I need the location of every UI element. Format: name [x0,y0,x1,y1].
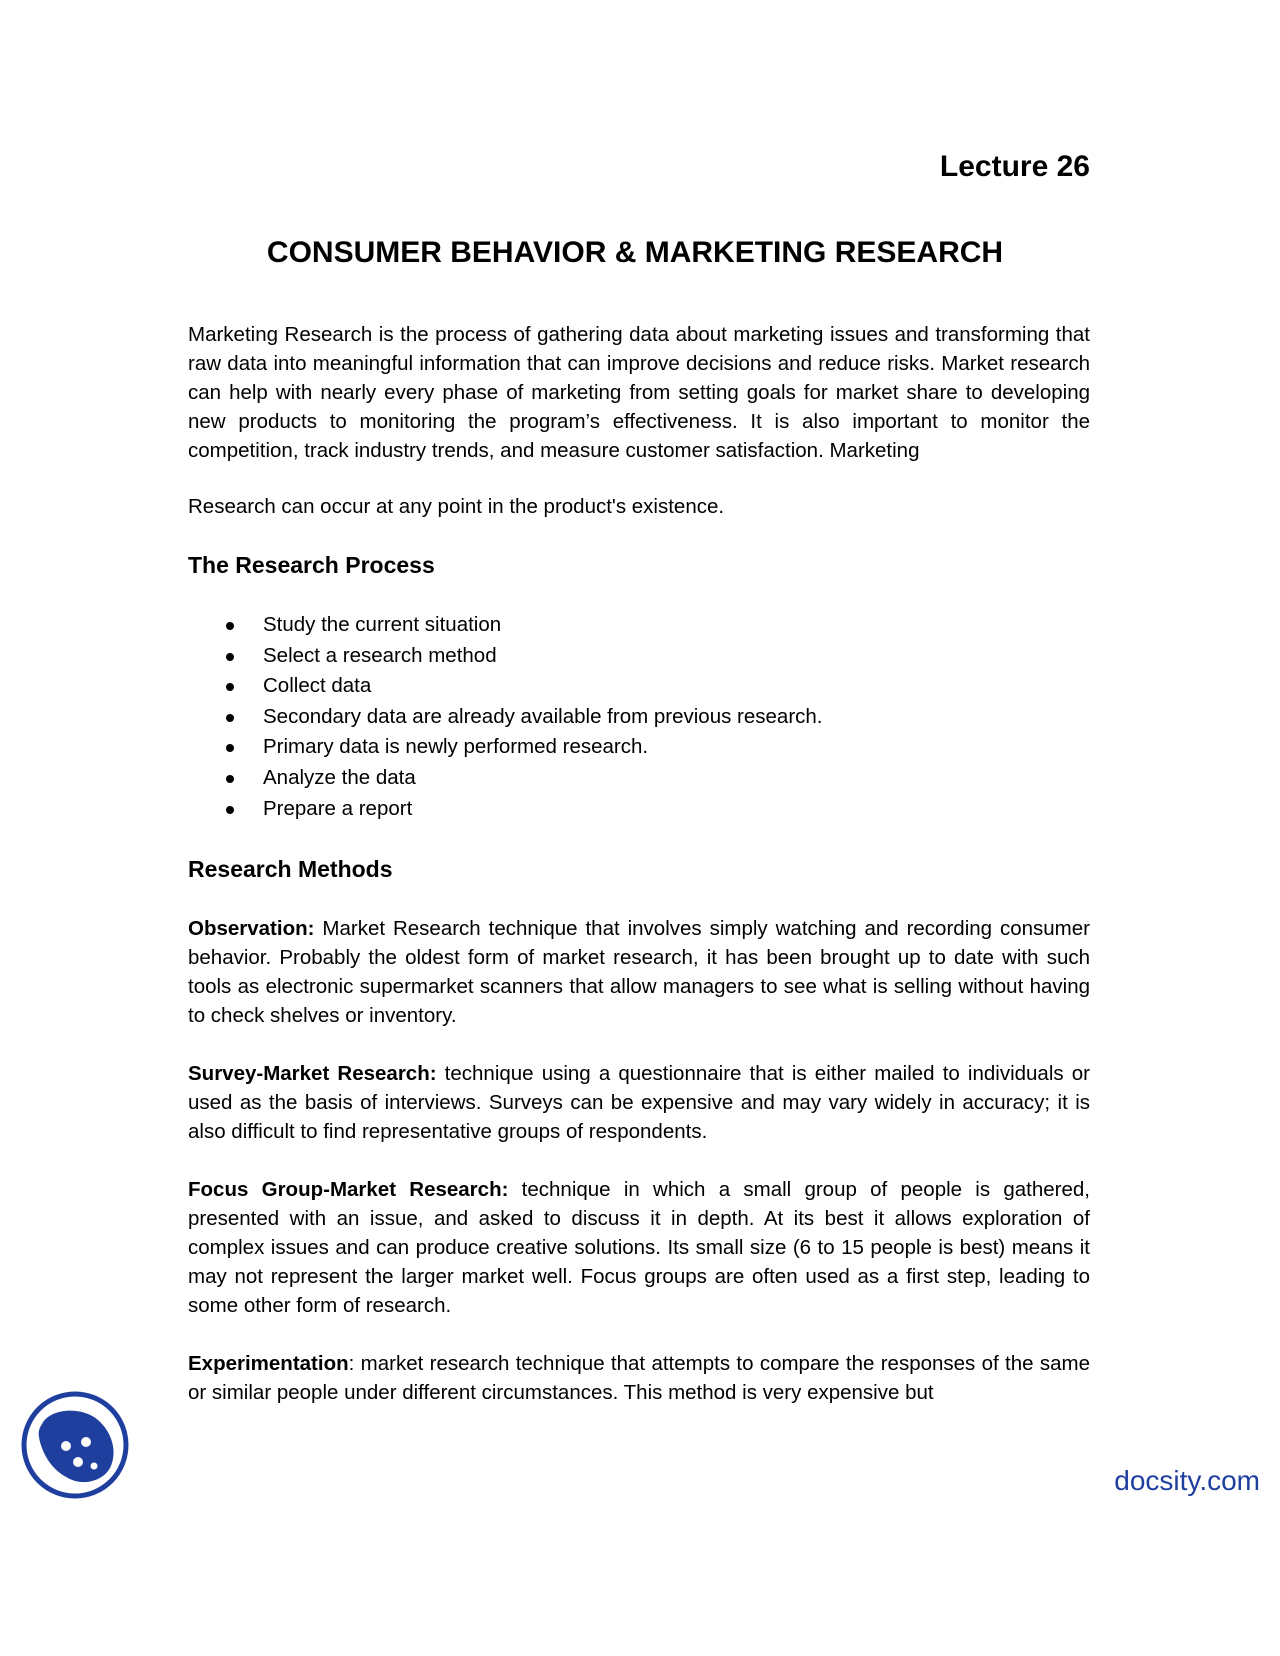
intro-paragraph: Marketing Research is the process of gathering data about marketing issues and transforming that raw data into meaningful information that can improve decisions and reduce risks. Market research can help with nearly every phase of marketing from setting goals for market share to developing new products to monitoring the program’s effectiveness. It is also important to monitor the competition, track industry trends, and measure customer satisfaction. Marketing [188,323,1090,462]
method-text: Market Research technique that involves simply watching and recording consumer behavior. Probably the oldest form of market research, it has been brought up to date with such tools as electronic supermarket scanners that allow managers to see what is selling without having to check shelves or inventory. [188,917,1090,1028]
lecture-number: Lecture 26 [939,150,1090,183]
research-process-list [188,610,1090,824]
method-label: Observation: [188,917,315,941]
list-item: Study the current situation [188,610,1090,641]
list-item: Primary data is newly performed research. [188,732,1090,763]
method-text: : market research technique that attempts to compare the responses of the same or similar people under different circumstances. This method is very expensive but [188,1352,1090,1405]
intro-paragraph-2: Research can occur at any point in the product's existence. [188,495,725,518]
method-focus-group [188,1175,1090,1320]
list-item: Prepare a report [188,794,1090,825]
method-text: technique using a questionnaire that is either mailed to individuals or used as the basis of interviews. Surveys can be expensive and may vary widely in accuracy; it is also difficult to find representative groups of respondents. [188,1062,1090,1144]
list-item: Select a research method [188,641,1090,672]
method-observation [188,914,1090,1030]
brand-link[interactable]: docsity.com [1114,1465,1260,1496]
page-title: CONSUMER BEHAVIOR & MARKETING RESEARCH [266,236,1004,269]
list-item: Collect data [188,671,1090,702]
method-label: Experimentation [188,1352,349,1376]
list-item: Analyze the data [188,763,1090,794]
research-process-heading: The Research Process [188,552,435,578]
method-text: technique in which a small group of people is gathered, presented with an issue, and asked to discuss it in depth. At its best it allows exploration of complex issues and can produce creative solutions. Its small size (6 to 15 people is best) means it may not represent the larger market well. Focus groups are often used as a first step, leading to some other form of research. [188,1178,1090,1318]
method-label: Focus Group-Market Research: [188,1178,509,1202]
list-item: Secondary data are already available from previous research. [188,702,1090,733]
document-body [188,320,1090,1436]
method-label: Survey-Market Research: [188,1062,437,1086]
method-experimentation [188,1349,1090,1407]
method-survey [188,1059,1090,1146]
docsity-logo-icon[interactable] [20,1390,130,1500]
research-methods-heading: Research Methods [188,856,393,883]
